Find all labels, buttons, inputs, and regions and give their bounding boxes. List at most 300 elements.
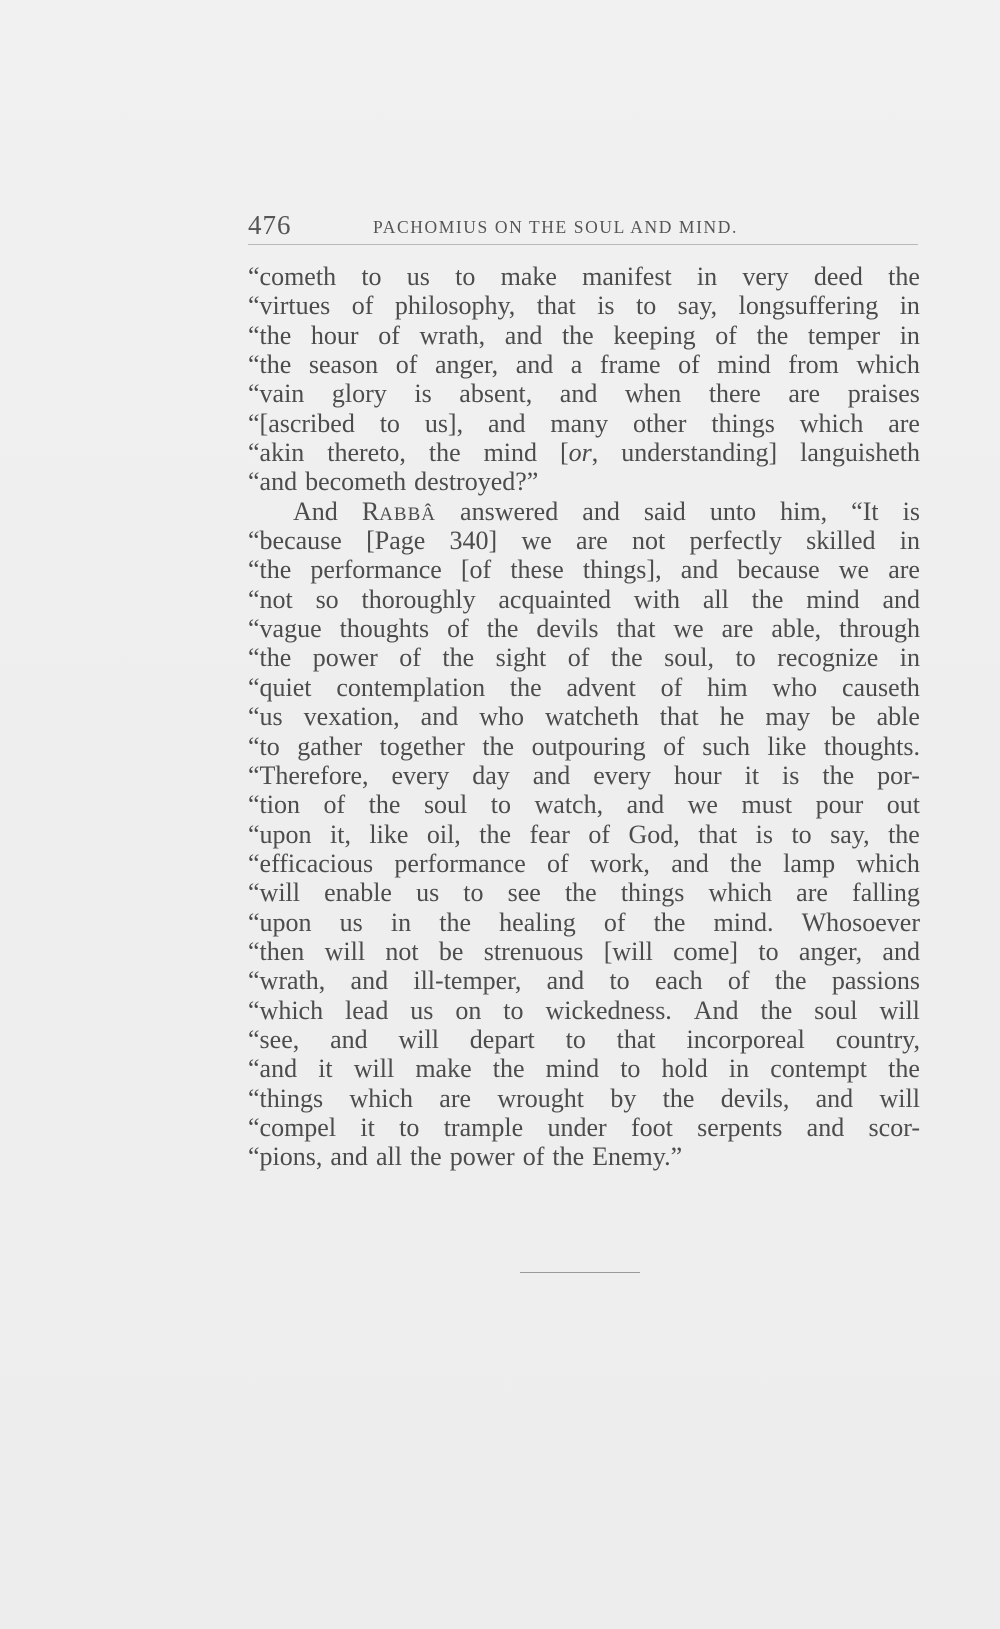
word: to: [620, 1054, 641, 1084]
text-line: [248, 614, 920, 643]
word: answered: [460, 496, 559, 526]
word: recognize: [777, 643, 879, 673]
word: to: [455, 262, 476, 291]
word: soul,: [664, 643, 714, 673]
word: of: [663, 731, 685, 761]
word: all: [702, 584, 729, 614]
word: make: [415, 1054, 472, 1084]
word: pour: [815, 790, 864, 820]
word: in: [899, 643, 920, 673]
word: and: [546, 966, 585, 996]
word: will: [879, 1083, 920, 1113]
word: will: [353, 1054, 395, 1084]
word: that: [616, 614, 656, 644]
word: him,: [780, 496, 828, 526]
word: is: [782, 760, 800, 790]
end-rule: [520, 1272, 640, 1273]
word: anger,: [798, 936, 863, 966]
word: the: [822, 760, 855, 790]
word: and: [504, 320, 543, 350]
word: it: [360, 1112, 375, 1142]
word: of: [715, 320, 737, 350]
text-line: [248, 643, 920, 672]
word: see: [507, 878, 541, 908]
word: we: [673, 614, 704, 644]
word: the: [492, 1054, 525, 1084]
word: in: [899, 291, 920, 321]
word: are: [788, 379, 821, 409]
word: the: [774, 966, 807, 996]
text-line: [248, 878, 920, 907]
text-line: [248, 673, 920, 702]
text-line: [248, 702, 920, 731]
word: it,: [330, 819, 351, 849]
word: to: [758, 936, 779, 966]
word: skilled: [806, 526, 876, 556]
word: “[ascribed: [248, 408, 355, 438]
word: contemplation: [336, 672, 486, 702]
text-line: [248, 291, 920, 320]
word: fear: [529, 819, 570, 849]
word: trample: [443, 1112, 524, 1142]
word: and: [671, 848, 709, 878]
word: becometh: [305, 467, 407, 497]
word: “It: [851, 496, 879, 526]
word: a: [570, 350, 583, 380]
word: thoughts: [339, 614, 430, 644]
word: say,: [830, 819, 870, 849]
word: “Therefore,: [248, 760, 369, 790]
word: able,: [771, 614, 822, 644]
word: the: [888, 262, 920, 291]
word: and: [806, 1112, 845, 1142]
word: philosophy,: [394, 291, 516, 321]
word: “efficacious: [248, 848, 374, 878]
word: every: [391, 760, 450, 790]
word: temper: [807, 320, 881, 350]
word: the: [486, 614, 519, 644]
word: “not: [248, 584, 293, 614]
word: scor-: [868, 1112, 920, 1142]
word: mind.: [713, 907, 774, 937]
word: to: [490, 790, 512, 820]
word: RABBÂ: [361, 496, 436, 526]
word: other: [633, 408, 687, 438]
word: who: [772, 672, 818, 702]
word: are: [796, 878, 828, 908]
word: in: [728, 1054, 750, 1084]
word: of: [447, 614, 469, 644]
word: and: [582, 496, 620, 526]
word: “cometh: [248, 262, 337, 291]
word: to: [735, 643, 756, 673]
word: the: [653, 907, 686, 937]
word: “see,: [248, 1024, 300, 1054]
text-line: [248, 438, 920, 467]
word: him: [707, 672, 748, 702]
word: hour: [673, 760, 722, 790]
word: may: [765, 702, 811, 732]
word: make: [500, 262, 557, 291]
word: and: [815, 1083, 854, 1113]
word: of: [395, 350, 418, 380]
word: soul: [423, 790, 468, 820]
word: such: [702, 731, 750, 761]
word: And: [693, 995, 739, 1025]
word: is: [597, 291, 615, 321]
word: “tion: [248, 790, 300, 820]
word: of: [727, 966, 750, 996]
word: in: [696, 262, 718, 291]
word: out: [886, 790, 920, 820]
word: gather: [297, 731, 363, 761]
word: who: [479, 702, 524, 732]
word: longsuffering: [738, 291, 879, 321]
word: keeping: [613, 320, 696, 350]
word: and: [680, 555, 719, 585]
word: will: [879, 995, 920, 1025]
word: unto: [709, 496, 757, 526]
word: able: [876, 702, 920, 732]
word: perfectly: [689, 526, 782, 556]
word: it: [744, 760, 760, 790]
text-line: [248, 966, 920, 995]
word: of: [588, 819, 611, 849]
word: devils: [536, 614, 599, 644]
word: serpents: [697, 1112, 783, 1142]
word: to: [635, 291, 657, 321]
text-line: [248, 555, 920, 584]
word: say,: [677, 291, 718, 321]
word: like: [767, 731, 807, 761]
word: thoroughly: [361, 584, 476, 614]
word: mind: [717, 350, 771, 380]
word: “pions,: [248, 1142, 323, 1172]
word: the: [482, 731, 515, 761]
word: through: [839, 614, 920, 644]
word: thoughts.: [823, 731, 920, 761]
word: are: [888, 555, 920, 585]
word: foot: [630, 1112, 673, 1142]
text-line: [248, 1113, 920, 1142]
word: mind: [483, 438, 538, 468]
word: these: [510, 555, 564, 585]
word: are: [721, 614, 754, 644]
word: to: [379, 408, 400, 438]
word: “and: [248, 1054, 298, 1084]
word: causeth: [841, 672, 920, 702]
word: things],: [582, 555, 662, 585]
word: absent,: [459, 379, 533, 409]
word: with: [633, 584, 681, 614]
word: por-: [877, 760, 920, 790]
text-line: [248, 996, 920, 1025]
word: enable: [324, 878, 392, 908]
word: to: [565, 1024, 586, 1054]
word: that: [659, 702, 699, 732]
text-line: [248, 467, 920, 496]
word: on: [455, 995, 482, 1025]
word: And: [293, 496, 338, 526]
word: [of: [460, 555, 492, 585]
text-line: [248, 820, 920, 849]
word: performance: [394, 848, 526, 878]
word: of: [660, 672, 683, 702]
word: together: [379, 731, 465, 761]
word: deed: [813, 262, 863, 291]
text-line: [248, 790, 920, 819]
word: us: [406, 262, 430, 291]
word: that: [616, 1024, 656, 1054]
word: which: [856, 848, 920, 878]
text-line: [248, 1025, 920, 1054]
word: and: [626, 790, 665, 820]
word: of: [351, 291, 374, 321]
word: “the: [248, 350, 292, 380]
text-line: [248, 761, 920, 790]
word: like: [369, 819, 409, 849]
word: “and: [248, 467, 298, 497]
text-line: [248, 1084, 920, 1113]
text-line: [248, 849, 920, 878]
word: falling: [852, 878, 920, 908]
word: which: [349, 1083, 413, 1113]
word: be: [831, 702, 856, 732]
word: from: [788, 350, 839, 380]
word: “us: [248, 702, 283, 732]
word: and: [350, 966, 389, 996]
word: and: [515, 350, 554, 380]
word: strenuous: [483, 936, 584, 966]
word: of: [567, 643, 590, 673]
word: soul: [814, 995, 858, 1025]
word: manifest: [582, 262, 672, 291]
word: work,: [590, 848, 650, 878]
word: healing: [499, 907, 576, 937]
word: of: [522, 1142, 545, 1172]
word: are: [439, 1083, 472, 1113]
text-line: [248, 262, 920, 291]
word: lamp: [783, 848, 836, 878]
word: understanding]: [621, 438, 778, 468]
text-line: [248, 409, 920, 438]
word: [will: [603, 936, 653, 966]
word: that: [698, 819, 738, 849]
word: we: [521, 526, 552, 556]
word: “because: [248, 526, 342, 556]
word: us: [339, 907, 363, 937]
word: “which: [248, 995, 324, 1025]
word: wickedness.: [545, 995, 672, 1025]
word: Whosoever: [801, 907, 920, 937]
word: anger,: [434, 350, 499, 380]
word: there: [708, 379, 761, 409]
word: and: [487, 408, 526, 438]
word: “upon: [248, 819, 312, 849]
word: in: [899, 320, 920, 350]
word: “quiet: [248, 672, 312, 702]
word: and: [882, 936, 920, 966]
word: watcheth: [544, 702, 639, 732]
word: [Page: [366, 526, 426, 556]
word: it: [318, 1054, 333, 1084]
word: not: [385, 936, 419, 966]
word: acquainted: [498, 584, 611, 614]
page-header: [248, 210, 918, 245]
word: of: [399, 643, 421, 673]
word: “virtues: [248, 291, 331, 321]
word: outpouring: [531, 731, 646, 761]
word: glory: [331, 379, 387, 409]
word: Enemy.”: [592, 1142, 683, 1172]
word: is: [755, 819, 773, 849]
word: to: [399, 1112, 420, 1142]
word: the: [751, 584, 784, 614]
word: very: [742, 262, 789, 291]
text-line: [248, 497, 920, 526]
word: is: [902, 496, 920, 526]
word: “then: [248, 936, 305, 966]
word: be: [438, 936, 464, 966]
word: not: [632, 526, 666, 556]
word: to: [463, 878, 484, 908]
word: to: [791, 819, 812, 849]
text-line: [248, 585, 920, 614]
word: “vain: [248, 379, 305, 409]
word: of: [378, 320, 400, 350]
word: in: [390, 907, 412, 937]
word: God,: [628, 819, 680, 849]
text-line: [248, 908, 920, 937]
word: 340]: [449, 526, 498, 556]
word: because: [737, 555, 820, 585]
word: which: [708, 878, 773, 908]
word: “the: [248, 555, 292, 585]
word: us: [416, 878, 440, 908]
word: must: [741, 790, 793, 820]
word: power: [449, 1142, 515, 1172]
word: performance: [310, 555, 442, 585]
word: passions: [831, 966, 920, 996]
word: and: [882, 584, 920, 614]
word: things: [711, 408, 775, 438]
word: the: [730, 848, 762, 878]
word: “to: [248, 731, 280, 761]
text-line: [248, 937, 920, 966]
word: us],: [424, 408, 464, 438]
word: advent: [566, 672, 636, 702]
word: the: [662, 1083, 695, 1113]
word: which: [856, 350, 920, 380]
word: which: [799, 408, 864, 438]
word: the: [756, 320, 789, 350]
text-line: [248, 379, 920, 408]
word: season: [308, 350, 379, 380]
word: contempt: [770, 1054, 867, 1084]
word: vexation,: [303, 702, 400, 732]
word: devils,: [720, 1083, 790, 1113]
word: the: [760, 995, 793, 1025]
word: the: [409, 1142, 442, 1172]
word: every: [593, 760, 651, 790]
word: the: [439, 907, 472, 937]
word: “the: [248, 320, 292, 350]
word: ill-temper,: [413, 966, 522, 996]
word: “things: [248, 1083, 324, 1113]
word: “compel: [248, 1112, 337, 1142]
word: us: [410, 995, 434, 1025]
word: the: [888, 1054, 920, 1084]
word: so: [315, 584, 339, 614]
word: and: [559, 379, 598, 409]
word: the: [552, 1142, 585, 1172]
word: that: [536, 291, 576, 321]
word: and: [330, 1142, 368, 1172]
word: he: [719, 702, 745, 732]
word: depart: [469, 1024, 535, 1054]
word: day: [472, 760, 510, 790]
word: mind: [806, 584, 860, 614]
word: the: [442, 643, 475, 673]
word: “akin: [248, 438, 305, 468]
word: come]: [673, 936, 739, 966]
word: hold: [661, 1054, 708, 1084]
word: watch,: [534, 790, 604, 820]
text-line: [248, 321, 920, 350]
word: “wrath,: [248, 966, 326, 996]
word: power: [312, 643, 378, 673]
word: incorporeal: [686, 1024, 805, 1054]
word: is: [414, 379, 432, 409]
word: to: [609, 966, 630, 996]
word: and: [420, 702, 459, 732]
word: said: [643, 496, 686, 526]
text-line: [248, 526, 920, 555]
word: the: [368, 790, 401, 820]
word: the: [610, 643, 643, 673]
word: many: [550, 408, 609, 438]
word: the: [428, 438, 461, 468]
text-line: [248, 1054, 920, 1083]
word: “vague: [248, 614, 322, 644]
word: of: [323, 790, 346, 820]
text-line: [248, 350, 920, 379]
word: we: [687, 790, 718, 820]
word: wrath,: [419, 320, 486, 350]
word: praises: [847, 379, 920, 409]
word: thereto,: [327, 438, 406, 468]
word: in: [899, 526, 920, 556]
word: are: [576, 526, 608, 556]
word: the: [561, 320, 594, 350]
word: by: [610, 1083, 637, 1113]
word: wrought: [497, 1083, 585, 1113]
word: each: [654, 966, 703, 996]
word: “upon: [248, 907, 312, 937]
word: to: [503, 995, 524, 1025]
word: oil,: [426, 819, 461, 849]
word: the: [564, 878, 597, 908]
word: and: [532, 760, 571, 790]
word: under: [547, 1112, 607, 1142]
word: we: [838, 555, 870, 585]
running-head: PACHOMIUS ON THE SOUL AND MIND.: [373, 217, 738, 237]
word: destroyed?”: [414, 467, 539, 497]
body-text: [248, 262, 920, 1172]
word: and: [330, 1024, 368, 1054]
word: all: [375, 1142, 402, 1172]
word: mind: [545, 1054, 600, 1084]
